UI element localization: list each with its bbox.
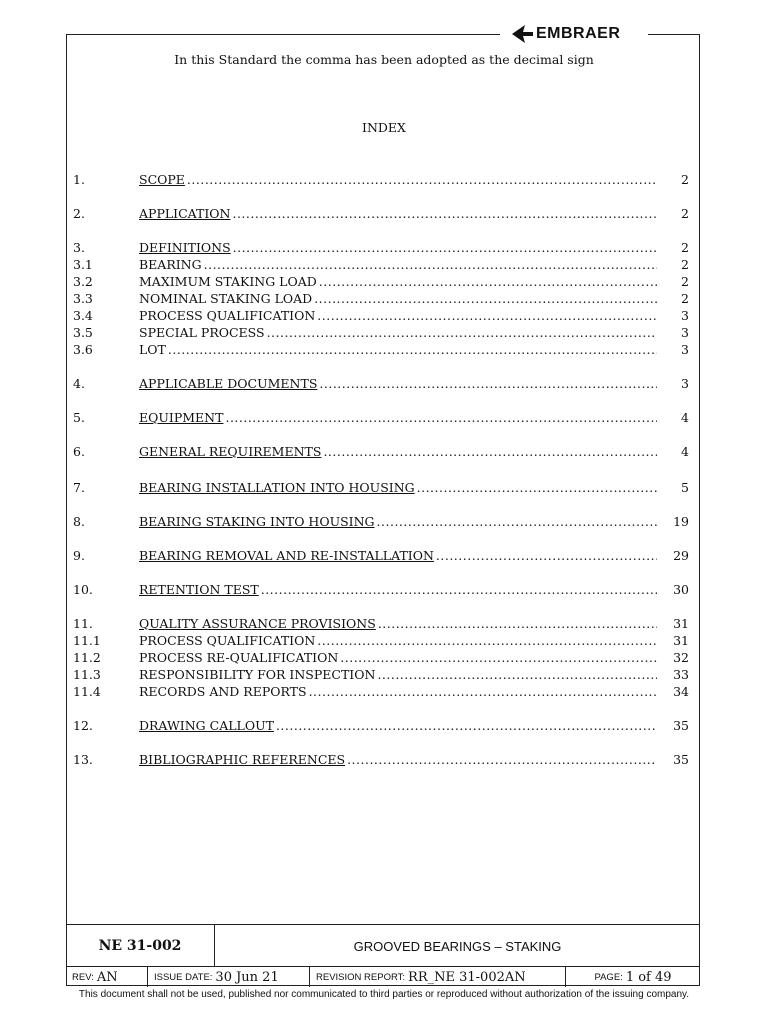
toc-entry[interactable]	[73, 650, 689, 666]
footer-title-block	[66, 924, 700, 967]
toc-entry[interactable]	[73, 684, 689, 700]
toc-dot-leader	[323, 444, 657, 460]
toc-entry[interactable]	[73, 240, 689, 256]
toc-section-title[interactable]: BEARING REMOVAL AND RE-INSTALLATION	[139, 548, 434, 563]
toc-page-number: 31	[673, 616, 689, 631]
toc-section-number: 3.4	[73, 308, 93, 323]
toc-section-number: 9.	[73, 548, 85, 563]
embraer-arrow-icon	[510, 23, 534, 45]
toc-dot-leader	[187, 172, 657, 188]
toc-entry-title-wrap	[139, 325, 657, 341]
toc-dot-leader	[317, 633, 657, 649]
toc-section-number: 8.	[73, 514, 85, 529]
toc-section-number: 13.	[73, 752, 93, 767]
toc-dot-leader	[319, 274, 657, 290]
toc-section-title[interactable]: PROCESS RE-QUALIFICATION	[139, 650, 339, 665]
toc-section-number: 11.3	[73, 667, 101, 682]
toc-entry[interactable]	[73, 514, 689, 530]
toc-section-title[interactable]: RESPONSIBILITY FOR INSPECTION	[139, 667, 376, 682]
revision-info-row	[66, 966, 700, 987]
toc-section-number: 11.1	[73, 633, 101, 648]
brand-name: EMBRAER	[536, 25, 621, 42]
toc-entry[interactable]	[73, 274, 689, 290]
toc-dot-leader	[377, 667, 657, 683]
toc-section-number: 3.3	[73, 291, 93, 306]
toc-entry-title-wrap	[139, 274, 657, 290]
toc-dot-leader	[233, 240, 657, 256]
toc-entry[interactable]	[73, 206, 689, 222]
toc-section-title[interactable]: GENERAL REQUIREMENTS	[139, 444, 322, 459]
toc-entry[interactable]	[73, 548, 689, 564]
toc-page-number: 2	[681, 206, 689, 221]
revision-report-label: REVISION REPORT:	[316, 971, 406, 983]
toc-section-number: 3.	[73, 240, 85, 255]
toc-page-number: 2	[681, 274, 689, 289]
toc-page-number: 4	[681, 410, 689, 425]
revision-cell	[66, 967, 148, 987]
toc-page-number: 33	[673, 667, 689, 682]
revision-report-value: RR_NE 31-002AN	[408, 969, 526, 985]
toc-page-number: 2	[681, 257, 689, 272]
toc-section-number: 12.	[73, 718, 93, 733]
toc-dot-leader	[377, 514, 657, 530]
toc-section-title[interactable]: SPECIAL PROCESS	[139, 325, 265, 340]
toc-dot-leader	[417, 480, 657, 496]
toc-dot-leader	[378, 616, 657, 632]
issue-date-label: ISSUE DATE:	[154, 971, 213, 983]
toc-entry-title-wrap	[139, 240, 657, 256]
toc-dot-leader	[267, 325, 657, 341]
toc-entry-title-wrap	[139, 172, 657, 188]
toc-page-number: 19	[673, 514, 689, 529]
toc-page-number: 2	[681, 240, 689, 255]
toc-entry[interactable]	[73, 444, 689, 460]
toc-section-title[interactable]: SCOPE	[139, 172, 185, 187]
toc-section-number: 10.	[73, 582, 93, 597]
confidentiality-disclaimer: This document shall not be used, published nor communicated to third parties or reproduced without authorization of the issuing company.	[78, 989, 690, 1000]
toc-entry-title-wrap	[139, 308, 657, 324]
toc-section-number: 3.1	[73, 257, 93, 272]
revision-report-cell	[310, 967, 566, 987]
toc-entry-title-wrap	[139, 257, 657, 273]
toc-section-number: 1.	[73, 172, 85, 187]
toc-entry-title-wrap	[139, 650, 657, 666]
toc-page-number: 32	[673, 650, 689, 665]
toc-entry-title-wrap	[139, 480, 657, 496]
toc-dot-leader	[276, 718, 657, 734]
toc-page-number: 5	[681, 480, 689, 495]
toc-dot-leader	[232, 206, 657, 222]
toc-entry-title-wrap	[139, 582, 657, 598]
toc-page-number: 2	[681, 172, 689, 187]
issue-date-cell	[148, 967, 310, 987]
toc-entry[interactable]	[73, 376, 689, 392]
toc-entry[interactable]	[73, 291, 689, 307]
toc-page-number: 35	[673, 752, 689, 767]
toc-page-number: 29	[673, 548, 689, 563]
toc-dot-leader	[225, 410, 657, 426]
toc-entry-title-wrap	[139, 548, 657, 564]
toc-entry-title-wrap	[139, 376, 657, 392]
toc-section-title[interactable]: APPLICABLE DOCUMENTS	[139, 376, 318, 391]
toc-page-number: 35	[673, 718, 689, 733]
index-title: INDEX	[362, 120, 406, 135]
toc-dot-leader	[347, 752, 657, 768]
toc-section-number: 2.	[73, 206, 85, 221]
toc-section-number: 5.	[73, 410, 85, 425]
toc-section-title[interactable]: BEARING	[139, 257, 202, 272]
toc-dot-leader	[314, 291, 657, 307]
toc-entry[interactable]	[73, 480, 689, 496]
toc-section-title[interactable]: EQUIPMENT	[139, 410, 224, 425]
toc-section-title[interactable]: QUALITY ASSURANCE PROVISIONS	[139, 616, 376, 631]
issue-date-value: 30 Jun 21	[215, 969, 279, 985]
toc-entry-title-wrap	[139, 444, 657, 460]
toc-dot-leader	[204, 257, 657, 273]
toc-entry[interactable]	[73, 633, 689, 649]
toc-entry-title-wrap	[139, 206, 657, 222]
document-code: NE 31-002	[66, 925, 215, 968]
toc-section-number: 3.2	[73, 274, 93, 289]
toc-section-title[interactable]: APPLICATION	[139, 206, 231, 221]
toc-dot-leader	[340, 650, 657, 666]
toc-dot-leader	[261, 582, 657, 598]
toc-section-number: 3.5	[73, 325, 93, 340]
revision-label: REV:	[72, 971, 94, 983]
toc-section-number: 4.	[73, 376, 85, 391]
toc-page-number: 3	[681, 325, 689, 340]
toc-entry-title-wrap	[139, 752, 657, 768]
toc-dot-leader	[168, 342, 657, 358]
document-title: GROOVED BEARINGS – STAKING	[215, 925, 701, 968]
toc-page-number: 4	[681, 444, 689, 459]
page-value: 1 of 49	[625, 969, 672, 985]
toc-page-number: 3	[681, 342, 689, 357]
toc-entry[interactable]	[73, 582, 689, 598]
toc-section-title[interactable]: DEFINITIONS	[139, 240, 231, 255]
toc-entry-title-wrap	[139, 291, 657, 307]
toc-entry-title-wrap	[139, 633, 657, 649]
toc-section-title[interactable]: RECORDS AND REPORTS	[139, 684, 307, 699]
toc-entry-title-wrap	[139, 410, 657, 426]
toc-dot-leader	[309, 684, 657, 700]
toc-section-number: 6.	[73, 444, 85, 459]
toc-entry-title-wrap	[139, 684, 657, 700]
toc-section-title[interactable]: DRAWING CALLOUT	[139, 718, 274, 733]
decimal-sign-note: In this Standard the comma has been adopted as the decimal sign	[174, 52, 594, 67]
toc-page-number: 3	[681, 308, 689, 323]
page-cell	[566, 967, 700, 987]
toc-entry-title-wrap	[139, 718, 657, 734]
toc-entry[interactable]	[73, 667, 689, 683]
toc-entry-title-wrap	[139, 616, 657, 632]
toc-section-number: 11.	[73, 616, 93, 631]
toc-dot-leader	[319, 376, 657, 392]
toc-entry[interactable]	[73, 325, 689, 341]
toc-section-number: 11.4	[73, 684, 101, 699]
toc-section-title[interactable]: RETENTION TEST	[139, 582, 259, 597]
toc-dot-leader	[317, 308, 657, 324]
toc-section-title[interactable]: PROCESS QUALIFICATION	[139, 308, 316, 323]
toc-section-number: 7.	[73, 480, 85, 495]
toc-section-title[interactable]: PROCESS QUALIFICATION	[139, 633, 316, 648]
toc-entry[interactable]	[73, 752, 689, 768]
toc-section-title[interactable]: NOMINAL STAKING LOAD	[139, 291, 313, 306]
page-label: PAGE:	[594, 971, 623, 983]
revision-value: AN	[96, 969, 118, 985]
toc-page-number: 2	[681, 291, 689, 306]
toc-page-number: 31	[673, 633, 689, 648]
toc-entry[interactable]	[73, 616, 689, 632]
toc-section-title[interactable]: MAXIMUM STAKING LOAD	[139, 274, 317, 289]
toc-section-title[interactable]: BEARING STAKING INTO HOUSING	[139, 514, 375, 529]
toc-page-number: 34	[673, 684, 689, 699]
toc-section-title[interactable]: BEARING INSTALLATION INTO HOUSING	[139, 480, 415, 495]
toc-entry-title-wrap	[139, 514, 657, 530]
toc-entry[interactable]	[73, 308, 689, 324]
toc-page-number: 3	[681, 376, 689, 391]
embraer-logo	[510, 22, 620, 46]
toc-page-number: 30	[673, 582, 689, 597]
toc-entry[interactable]	[73, 257, 689, 273]
toc-entry[interactable]	[73, 342, 689, 358]
toc-dot-leader	[436, 548, 657, 564]
toc-section-title[interactable]: BIBLIOGRAPHIC REFERENCES	[139, 752, 346, 767]
toc-section-title[interactable]: LOT	[139, 342, 166, 357]
toc-section-number: 3.6	[73, 342, 93, 357]
toc-entry-title-wrap	[139, 342, 657, 358]
toc-section-number: 11.2	[73, 650, 101, 665]
toc-entry-title-wrap	[139, 667, 657, 683]
toc-entry[interactable]	[73, 718, 689, 734]
toc-entry[interactable]	[73, 172, 689, 188]
toc-entry[interactable]	[73, 410, 689, 426]
